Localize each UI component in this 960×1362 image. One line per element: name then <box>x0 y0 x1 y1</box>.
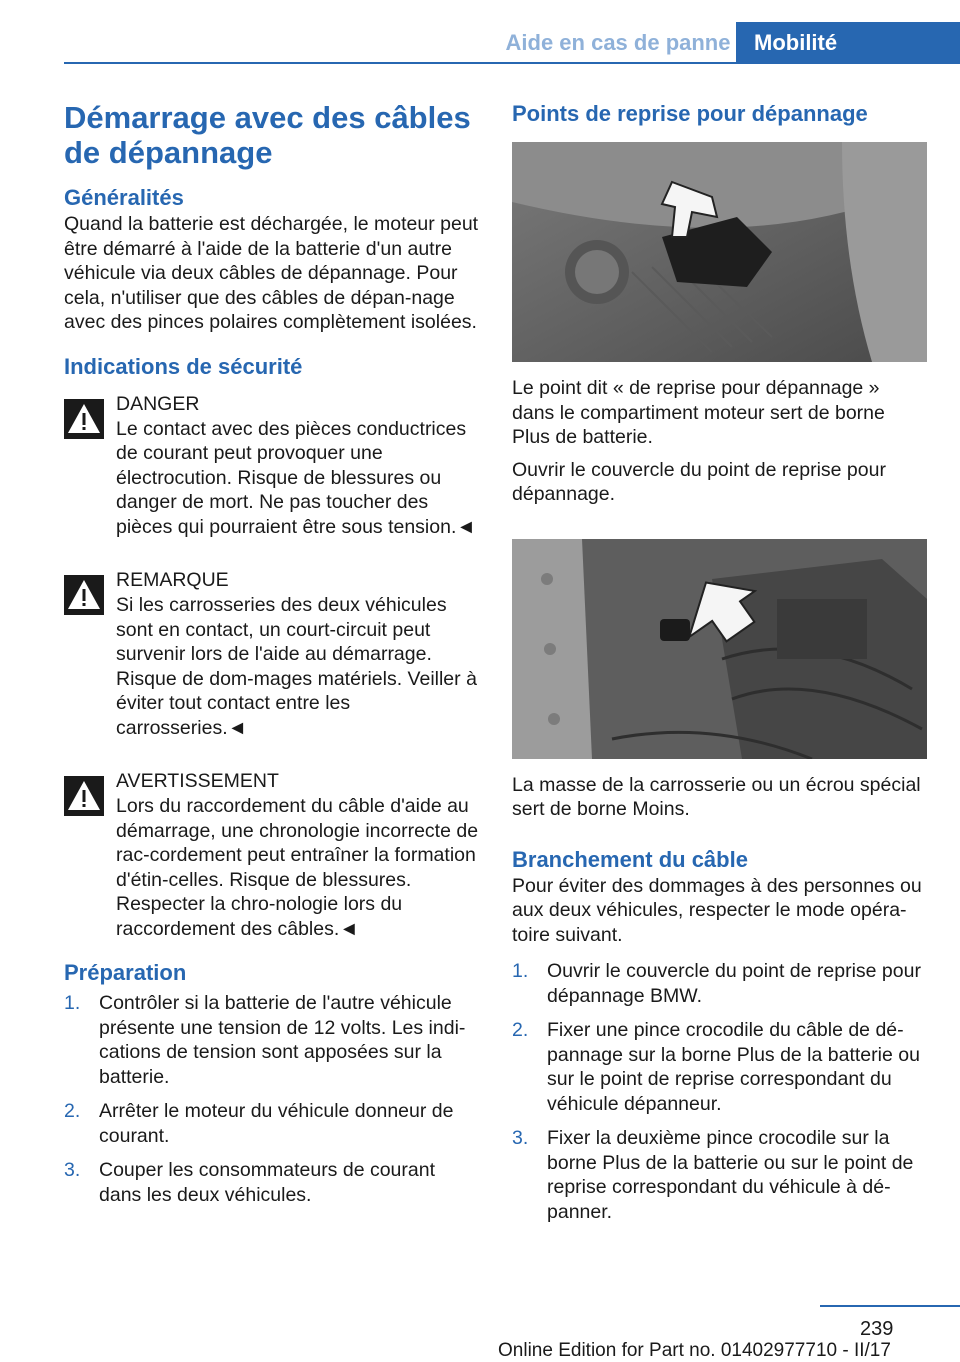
caption-open-cover: Ouvrir le couvercle du point de reprise pour dépannage. <box>512 458 886 505</box>
engine-bay-photo-ground-nut <box>512 539 927 759</box>
tab-mobilite[interactable]: Mobilité <box>736 22 960 62</box>
tab-aide-en-cas-de-panne[interactable]: Aide en cas de panne <box>505 30 731 55</box>
list-item: 1. Ouvrir le couvercle du point de reprise pour dépannage BMW. <box>512 960 921 1007</box>
warning-label: DANGER <box>116 392 200 415</box>
generalites-text: Quand la batterie est déchargée, le moteur peut être démarré à l'aide de la batterie d'un autre véhicule via deux câbles de dépannage. Pour cela, n'utiliser que des câbles de dépan-nage avec des pinces polaires complètement isolées. <box>64 213 479 333</box>
heading-securite: Indications de sécurité <box>64 353 303 379</box>
warning-remarque <box>64 567 479 740</box>
warning-label: AVERTISSEMENT <box>116 770 279 792</box>
list-item: 3. Couper les consommateurs de courant dans les deux véhicules. <box>64 1159 436 1206</box>
warning-text: Lors du raccordement du câble d'aide au démarrage, une chronologie incorrecte de rac-cordement peut entraîner la formation d'étin-celles. Risque de blessures. Respecter la chro-nologie lors du raccordement des câbles.◄ <box>116 795 479 940</box>
warning-text: Le contact avec des pièces conductrices de courant peut provoquer une électrocution. Risque de blessures ou danger de mort. Ne pas toucher des pièces qui pourraient être sous tension.◄ <box>116 417 476 538</box>
heading-branchement: Branchement du câble <box>512 846 748 872</box>
header-rule <box>64 62 960 64</box>
engine-bay-photo-jump-start-cover <box>512 142 927 362</box>
right-column <box>512 100 927 1234</box>
warning-triangle-icon <box>64 776 104 816</box>
warning-text: Si les carrosseries des deux véhicules sont en contact, un court-circuit peut survenir lors de l'aide au démarrage. Risque de dom-mages matériels. Veiller à éviter tout contact entre les carrosseries.◄ <box>116 594 477 739</box>
caption-plus-terminal: Le point dit « de reprise pour dépannage » dans le compartiment moteur sert de borne Plus de batterie. <box>512 377 885 448</box>
page-number: 239 <box>860 1318 894 1340</box>
branchement-steps <box>512 959 927 1224</box>
list-item: 2. Arrêter le moteur du véhicule donneur de courant. <box>64 1100 454 1147</box>
chapter-tabs <box>500 22 960 62</box>
heading-preparation: Préparation <box>64 960 187 985</box>
edition-footer: Online Edition for Part no. 01402977710 - II/17 <box>498 1340 891 1361</box>
heading-generalites: Généralités <box>64 185 184 210</box>
warning-avertissement <box>64 768 479 941</box>
list-item: 3. Fixer la deuxième pince crocodile sur la borne Plus de la batterie ou sur le point de reprise correspondant du véhicule à dé-panner. <box>512 1127 914 1223</box>
list-item: 2. Fixer une pince crocodile du câble de dé-pannage sur la borne Plus de la batterie ou sur le point de reprise correspondant du véhicule dépanneur. <box>512 1019 920 1115</box>
warning-label: REMARQUE <box>116 569 229 591</box>
preparation-steps <box>64 991 479 1207</box>
heading-points-de-reprise: Points de reprise pour dépannage <box>512 101 868 126</box>
warning-triangle-icon <box>64 575 104 615</box>
left-column <box>64 100 479 1217</box>
list-item: 1. Contrôler si la batterie de l'autre véhicule présente une tension de 12 volts. Les indi-cations de tension sont apposées sur la batterie. <box>64 992 466 1088</box>
warning-triangle-icon <box>64 399 104 439</box>
warning-danger <box>64 391 479 540</box>
page-title: Démarrage avec des câbles de dépannage <box>64 100 471 170</box>
footer-rule <box>820 1305 960 1307</box>
branchement-intro: Pour éviter des dommages à des personnes ou aux deux véhicules, respecter le mode opéra-toire suivant. <box>512 874 922 946</box>
caption-minus-terminal: La masse de la carrosserie ou un écrou spécial sert de borne Moins. <box>512 773 921 820</box>
